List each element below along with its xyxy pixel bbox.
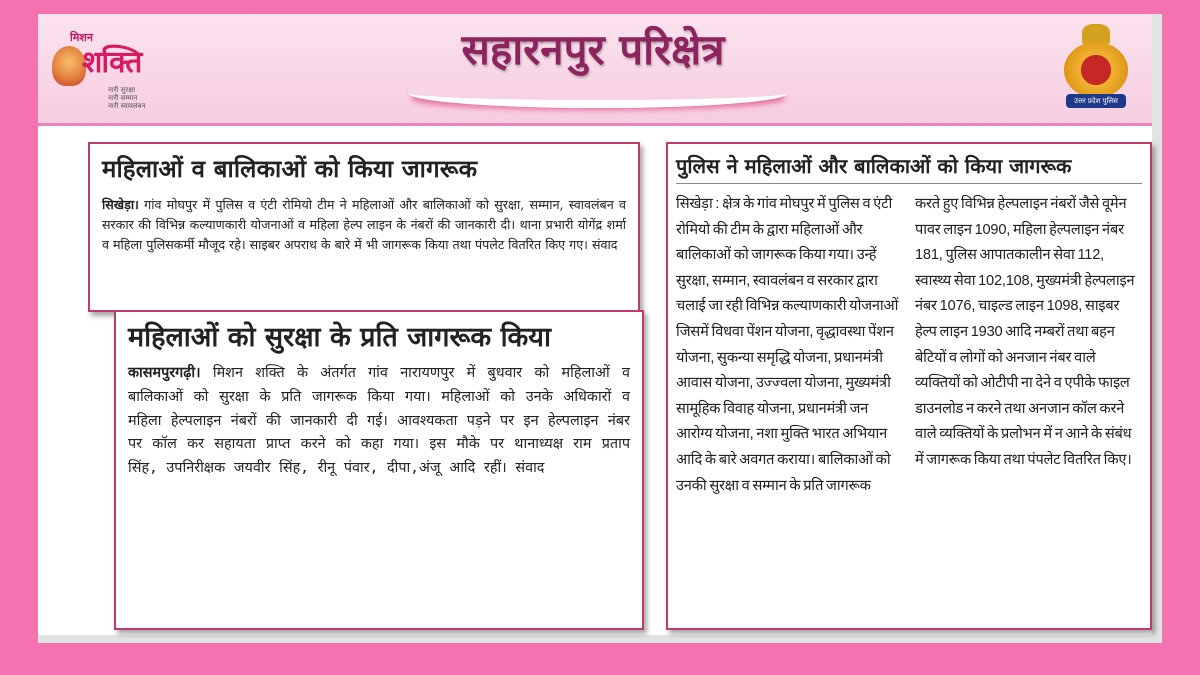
news-collage-page	[38, 14, 1162, 643]
raised-fist-icon	[52, 46, 86, 86]
header-banner	[38, 14, 1152, 126]
clipping-headline: महिलाओं व बालिकाओं को किया जागरूक	[102, 155, 478, 183]
clipping-body	[128, 362, 630, 481]
logo-main-text: शक्ति	[82, 45, 142, 80]
logo-tagline: नारी सुरक्षा	[108, 86, 136, 94]
clipping-column-1: सिखेड़ा : क्षेत्र के गांव मोघपुर में पुलिस व एंटी रोमियो की टीम के द्वारा महिलाओं और बालिकाओं को जागरूक किया गया। उन्हें सुरक्षा, सम्मान, स्वावलंबन व सरकार द्वारा चलाई जा रही विभिन्न कल्याणकारी योजनाओं जिसमें विधवा पेंशन योजना, वृद्धावस्था पेंशन योजना, सुकन्या समृद्धि योजना, प्रधानमंत्री आवास योजना, उज्ज्वला योजना, मुख्यमंत्री सामूहिक विवाह योजना, प्रधानमंत्री जन आरोग्य योजना, नशा मुक्ति भारत अभियान आदि के बारे अवगत कराया। बालिकाओं को उनकी सुरक्षा व सम्मान के प्रति जागरूक	[676, 196, 899, 494]
clipping-text: गांव मोघपुर में पुलिस व एंटी रोमियो टीम ने महिलाओं और बालिकाओं को सुरक्षा, सम्मान, स्वावलंबन व सरकार की विभिन्न कल्याणकारी योजनाओं व महिला हेल्प लाइन के नंबरों की जानकारी दी। थाना प्रभारी योगेंद्र शर्मा व महिला पुलिसकर्मी मौजूद रहे। साइबर अपराध के बारे में भी जागरूक किया तथा पंपलेट वितरित किए गए। संवाद	[102, 197, 626, 252]
clipping-column-2: करते हुए विभिन्न हेल्पलाइन नंबरों जैसे वूमेन पावर लाइन 1090, महिला हेल्पलाइन नंबर 181, पुलिस आपातकालीन सेवा 112, स्वास्थ्य सेवा 102,108, मुख्यमंत्री हेल्पलाइन नंबर 1076, चाइल्ड लाइन 1098, साइबर हेल्प लाइन 1930 आदि नम्बरों तथा बहन बेटियों व लोगों को अनजान नंबर वाले व्यक्तियों को ओटीपी ना देने व एपीके फाइल डाउनलोड न करने तथा अनजान कॉल करने वाले व्यक्तियों के प्रलोभन में न आने के संबंध में जागरूक किया तथा पंपलेट वितरित किए।	[915, 196, 1135, 468]
news-clipping-2	[114, 310, 644, 630]
clipping-columns	[676, 192, 1142, 499]
logo-top-text: मिशन	[70, 31, 94, 44]
crown-icon	[1082, 24, 1110, 44]
news-clipping-3	[666, 142, 1152, 630]
page-title: सहारनपुर परिक्षेत्र	[461, 25, 725, 74]
logo-tagline: नारी सम्मान	[108, 94, 138, 102]
title-swoosh-decoration	[408, 78, 788, 108]
clipping-dateline: कासमपुरगढ़ी।	[128, 365, 201, 381]
up-police-emblem-icon	[1058, 22, 1134, 114]
emblem-ribbon: उत्तर प्रदेश पुलिस	[1066, 94, 1126, 108]
logo-tagline: नारी स्वावलंबन	[108, 102, 146, 110]
clipping-body	[102, 195, 626, 255]
clipping-headline: महिलाओं को सुरक्षा के प्रति जागरूक किया	[128, 322, 551, 353]
mission-shakti-logo	[52, 28, 172, 114]
clipping-headline: पुलिस ने महिलाओं और बालिकाओं को किया जागरूक	[676, 152, 1142, 184]
clipping-text: मिशन शक्ति के अंतर्गत गांव नारायणपुर में बुधवार को महिलाओं व बालिकाओं को सुरक्षा के प्रति जागरूक किया गया। महिलाओं को उनके अधिकारों व महिला हेल्पलाइन नंबरों की जानकारी दी गई। आवश्यकता पड़ने पर इन हेल्पलाइन नंबर पर कॉल कर सहायता प्राप्त करने को कहा गया। इस मौके पर थानाध्यक्ष राम प्रताप सिंह, उपनिरीक्षक जयवीर सिंह, रीनू पंवार, दीपा,अंजू आदि रहीं। संवाद	[128, 365, 630, 477]
clipping-dateline: सिखेड़ा।	[102, 197, 139, 212]
emblem-shield	[1064, 42, 1128, 98]
news-clipping-1	[88, 142, 640, 312]
